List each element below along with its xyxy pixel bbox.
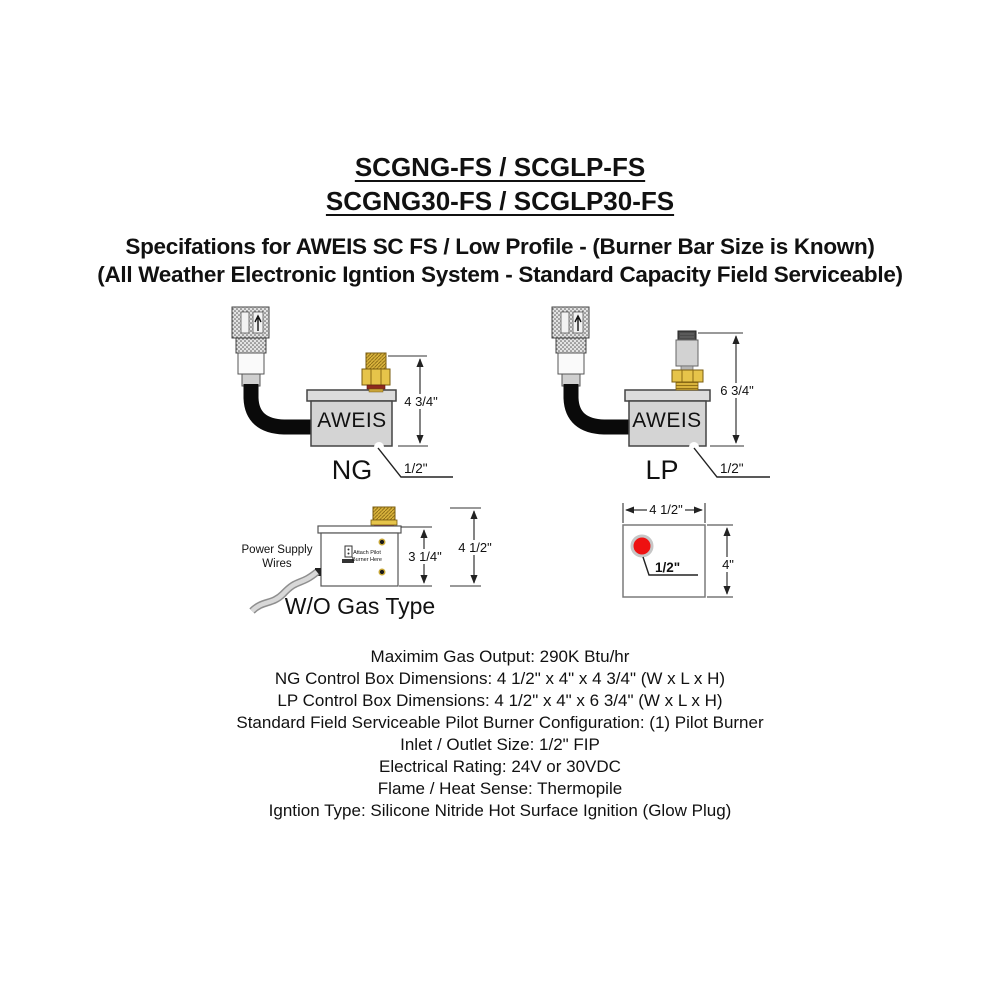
wo-box-height-dimension bbox=[399, 527, 444, 586]
wo-diagram bbox=[242, 507, 494, 619]
lp-outlet-label: 1/2" bbox=[720, 461, 744, 476]
top-view-depth-dimension bbox=[707, 525, 739, 597]
spec-line-gas-output: Maximim Gas Output: 290K Btu/hr bbox=[370, 647, 630, 666]
lp-hose-connector-icon bbox=[552, 307, 589, 386]
lp-igniter-fitting-icon bbox=[672, 331, 703, 390]
wo-attach-label-2: Burner Here bbox=[352, 557, 382, 563]
ng-height-label: 4 3/4" bbox=[404, 394, 438, 409]
top-view-outlet-label: 1/2" bbox=[655, 560, 681, 575]
wo-caption: W/O Gas Type bbox=[284, 593, 436, 619]
top-view-diagram bbox=[623, 502, 739, 597]
ng-control-box bbox=[307, 390, 396, 452]
spec-line-electrical: Electrical Rating: 24V or 30VDC bbox=[379, 757, 621, 776]
wo-total-height-dimension bbox=[450, 508, 494, 586]
ng-hose-connector-icon bbox=[232, 307, 269, 386]
lp-gas-type-label: LP bbox=[645, 455, 679, 485]
top-view-depth-label: 4" bbox=[722, 557, 734, 572]
ng-gas-hose bbox=[251, 384, 313, 427]
spec-line-inlet-outlet: Inlet / Outlet Size: 1/2" FIP bbox=[400, 735, 600, 754]
subtitle-line1: Specifations for AWEIS SC FS / Low Profile - (Burner Bar Size is Known) bbox=[125, 234, 875, 259]
wo-control-box bbox=[318, 526, 401, 586]
lp-outlet-notch bbox=[689, 442, 699, 452]
wo-screw-bottom bbox=[379, 569, 385, 575]
wo-total-height-label: 4 1/2" bbox=[458, 540, 492, 555]
spec-line-flame-sense: Flame / Heat Sense: Thermopile bbox=[377, 779, 623, 798]
spec-list bbox=[0, 646, 1000, 822]
model-title-line2: SCGNG30-FS / SCGLP30-FS bbox=[325, 186, 675, 216]
top-view-width-label: 4 1/2" bbox=[649, 502, 683, 517]
wo-wires-label-1: Power Supply bbox=[241, 544, 313, 556]
lp-control-box bbox=[625, 390, 710, 452]
spec-line-pilot-config: Standard Field Serviceable Pilot Burner Configuration: (1) Pilot Burner bbox=[236, 713, 764, 732]
wo-attach-label-1: Attach Pilot bbox=[353, 550, 381, 556]
lp-device-label: AWEIS bbox=[632, 409, 702, 432]
ng-outlet-leader bbox=[378, 448, 453, 477]
lp-gas-hose bbox=[571, 384, 633, 427]
lp-height-label: 6 3/4" bbox=[720, 383, 754, 398]
spec-line-lp-dims: LP Control Box Dimensions: 4 1/2" x 4" x 6 3/4" (W x L x H) bbox=[277, 691, 723, 710]
ng-device-label: AWEIS bbox=[317, 409, 387, 432]
ng-outlet-label: 1/2" bbox=[404, 461, 428, 476]
spec-line-ng-dims: NG Control Box Dimensions: 4 1/2" x 4" x 4 3/4" (W x L x H) bbox=[274, 669, 726, 688]
ng-outlet-notch bbox=[374, 442, 384, 452]
subtitle-line2: (All Weather Electronic Igntion System - Standard Capacity Field Serviceable) bbox=[97, 262, 903, 287]
spec-line-ignition: Igntion Type: Silicone Nitride Hot Surface Ignition (Glow Plug) bbox=[268, 801, 732, 820]
wo-screw-top bbox=[379, 539, 385, 545]
wo-brass-fitting-icon bbox=[371, 507, 397, 528]
lp-diagram bbox=[552, 307, 770, 485]
model-title-line1: SCGNG-FS / SCGLP-FS bbox=[354, 152, 646, 182]
wo-wires-label-2: Wires bbox=[262, 558, 292, 570]
wo-box-height-label: 3 1/4" bbox=[408, 549, 442, 564]
ng-brass-fitting-icon bbox=[362, 353, 390, 392]
top-view-width-dimension bbox=[623, 502, 705, 523]
ng-diagram bbox=[232, 307, 453, 485]
ng-gas-type-label: NG bbox=[331, 455, 373, 485]
outlet-port-circle bbox=[632, 536, 652, 556]
lp-outlet-leader bbox=[694, 448, 770, 477]
